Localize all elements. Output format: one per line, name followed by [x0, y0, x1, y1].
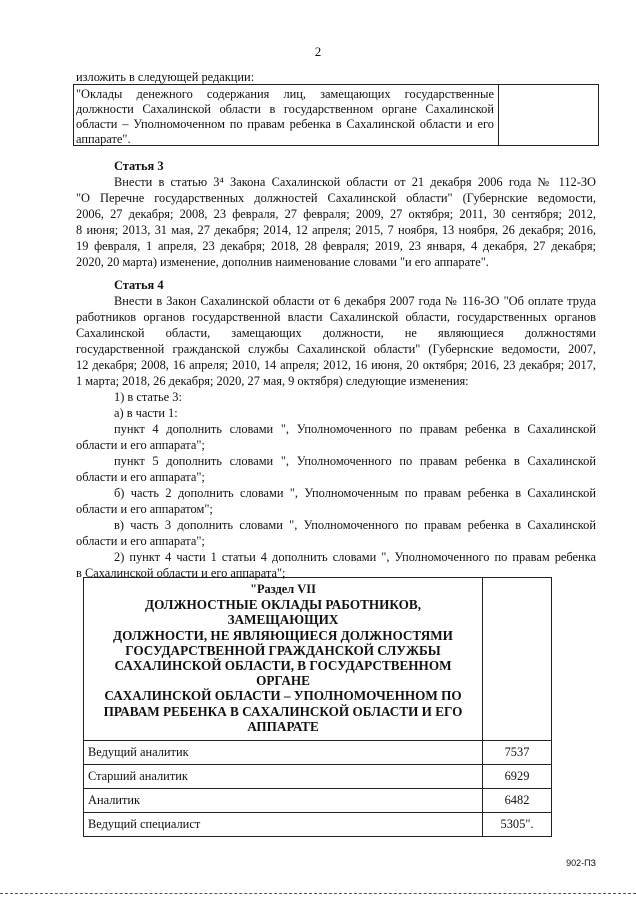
table-row: [84, 765, 552, 789]
article3-line: "О Перечне государственных должностей Сахалинской области" (Губернские ведомости,: [76, 191, 596, 205]
table-row: [84, 813, 552, 837]
article4-line: области и его аппарата";: [76, 534, 205, 548]
table-header-row: [84, 578, 552, 741]
salary-cell: 5305".: [483, 813, 552, 837]
article4-line: пункт 4 дополнить словами ", Уполномоченного по правам ребенка в Сахалинской: [114, 422, 596, 436]
box-divider: [498, 85, 499, 145]
article4-line: 12 декабря; 2008, 16 апреля; 2010, 14 апреля; 2012, 16 июня, 20 октября; 2016, 23 декабря; 2017,: [76, 358, 596, 372]
box-text: [76, 87, 494, 147]
article3-line: Внести в статью 3⁴ Закона Сахалинской области от 21 декабря 2006 года № 112-ЗО: [114, 175, 596, 189]
section7-title-line: АППАРАТЕ: [247, 718, 319, 734]
salary-cell: 7537: [483, 741, 552, 765]
article4-line: 2) пункт 4 части 1 статьи 4 дополнить словами ", Уполномоченного по правам ребенка: [114, 550, 596, 564]
box-line: аппарате".: [76, 132, 131, 146]
section7-title-line: ДОЛЖНОСТНЫЕ ОКЛАДЫ РАБОТНИКОВ, ЗАМЕЩАЮЩИХ: [145, 597, 421, 628]
article4-line: области и его аппарата";: [76, 438, 205, 452]
section7-header-empty-cell: [483, 578, 552, 741]
article4-line: работников органов государственной власти Сахалинской области, государственных органов: [76, 310, 596, 324]
article4-line: пункт 5 дополнить словами ", Уполномоченного по правам ребенка в Сахалинской: [114, 454, 596, 468]
article3-heading: Статья 3: [114, 159, 164, 173]
article3-line: 19 февраля, 1 апреля, 23 декабря; 2018, 28 февраля; 2019, 23 января, 4 декабря, 27 декабря;: [76, 239, 596, 253]
article4-line: 1 марта; 2018, 26 декабря; 2020, 27 мая, 9 октября) следующие изменения:: [76, 374, 469, 388]
table-row: [84, 741, 552, 765]
article4-line: б) часть 2 дополнить словами ", Уполномоченным по правам ребенка в Сахалинской: [114, 486, 596, 500]
intro-line: изложить в следующей редакции:: [76, 70, 255, 84]
salary-cell: 6482: [483, 789, 552, 813]
article3-line: 2020, 20 марта) изменение, дополнив наименование словами "и его аппарате".: [76, 255, 489, 269]
article3-line: 2006, 27 декабря; 2008, 23 февраля, 27 февраля; 2009, 27 октября; 2011, 30 сентября; 2012,: [76, 207, 596, 221]
article3-line: 8 июня; 2013, 31 мая, 27 декабря; 2014, 12 апреля; 2015, 7 ноября, 13 ноября, 26 декабря; 2016,: [76, 223, 596, 237]
box-line: "Оклады денежного содержания лиц, замещающих государственные: [76, 87, 494, 101]
position-cell: Ведущий специалист: [84, 813, 483, 837]
article4-line: в) часть 3 дополнить словами ", Уполномоченного по правам ребенка в Сахалинской: [114, 518, 596, 532]
section7-label: "Раздел VII: [250, 582, 316, 596]
section7-title-line: САХАЛИНСКОЙ ОБЛАСТИ, В ГОСУДАРСТВЕННОМ ОРГАНЕ: [114, 658, 452, 689]
article4-line: государственной гражданской службы Сахалинской области" (Губернские ведомости, 2007,: [76, 342, 596, 356]
article4-line: области и его аппаратом";: [76, 502, 213, 516]
document-code: 902-ПЗ: [566, 858, 596, 868]
page-number: 2: [314, 44, 322, 59]
salary-cell: 6929: [483, 765, 552, 789]
article4-heading: Статья 4: [114, 278, 164, 292]
bottom-divider: [0, 893, 636, 895]
article4-line: 1) в статье 3:: [114, 390, 182, 404]
article4-line: Сахалинской области, замещающих должности, не являющиеся должностями: [76, 326, 596, 340]
article4-line: в Сахалинской области и его аппарата";: [76, 566, 286, 580]
table-row: [84, 789, 552, 813]
position-cell: Старший аналитик: [84, 765, 483, 789]
section7-title-line: ПРАВАМ РЕБЕНКА В САХАЛИНСКОЙ ОБЛАСТИ И ЕГО: [103, 703, 463, 719]
box-line: области – Уполномоченном по правам ребенка в Сахалинской области и его: [76, 117, 494, 131]
article4-line: а) в части 1:: [114, 406, 178, 420]
section7-table: [83, 577, 552, 837]
section7-header-cell: [84, 578, 483, 741]
section7-title-line: ГОСУДАРСТВЕННОЙ ГРАЖДАНСКОЙ СЛУЖБЫ: [125, 642, 441, 658]
position-cell: Аналитик: [84, 789, 483, 813]
article4-line: области и его аппарата";: [76, 470, 205, 484]
position-cell: Ведущий аналитик: [84, 741, 483, 765]
section7-title-line: ДОЛЖНОСТИ, НЕ ЯВЛЯЮЩИЕСЯ ДОЛЖНОСТЯМИ: [113, 627, 453, 643]
box-line: должности Сахалинской области в государственном органе Сахалинской: [76, 102, 494, 116]
article4-line: Внести в Закон Сахалинской области от 6 декабря 2007 года № 116-ЗО "Об оплате труда: [114, 294, 596, 308]
salary-title-box: [73, 84, 599, 146]
section7-title-line: САХАЛИНСКОЙ ОБЛАСТИ – УПОЛНОМОЧЕННОМ ПО: [104, 688, 462, 704]
